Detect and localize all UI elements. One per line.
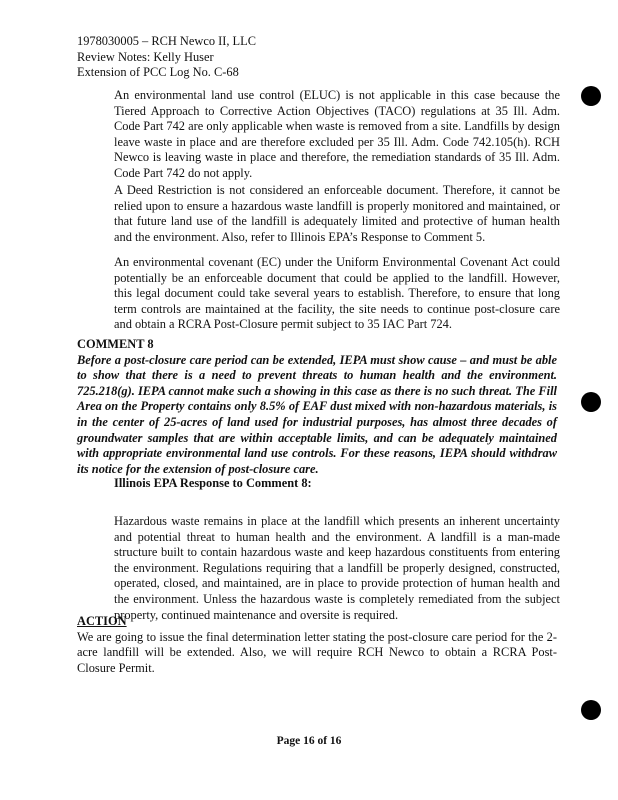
document-header bbox=[77, 34, 497, 81]
punch-hole-bottom bbox=[581, 700, 601, 720]
comment-text: Before a post-closure care period can be extended, IEPA must show cause – and must be able to show that there is a need to prevent threats to human health and the environment. 725.218(g). IEPA cannot make such a showing in this case as there is no such threat. The Fill Area on the Property contains only 8.5% of EAF dust mixed with non-hazardous materials, is in the center of 25-acres of land used for industrial purposes, has almost three decades of groundwater samples that are within acceptable limits, and can be adequately maintained with appropriate environmental land use controls. For these reasons, IEPA should withdraw its notice for the extension of post-closure care. bbox=[77, 352, 557, 476]
covenant-paragraph-block bbox=[114, 255, 560, 333]
header-log-line: Extension of PCC Log No. C-68 bbox=[77, 65, 239, 80]
action-section bbox=[77, 614, 557, 676]
deed-paragraph-block bbox=[114, 183, 560, 245]
header-reviewer-line: Review Notes: Kelly Huser bbox=[77, 49, 214, 64]
response-heading-block bbox=[114, 476, 560, 492]
response-text-block bbox=[114, 514, 560, 623]
action-heading: ACTION bbox=[77, 614, 127, 628]
comment-heading: COMMENT 8 bbox=[77, 337, 154, 351]
response-text: Hazardous waste remains in place at the landfill which presents an inherent uncertainty and potential threat to human health and the environment. A landfill is a man-made structure built to contain hazardous waste and keep hazardous constituents from entering the environment. Regulations requiring that a landfill be properly designed, constructed, operated, closed, and maintained, are in place to provide protection of human health and the environment. Unless the hazardous waste is completely remediated from the subject property, continued maintenance and oversite is required. bbox=[114, 514, 560, 622]
response-heading: Illinois EPA Response to Comment 8: bbox=[114, 476, 312, 490]
punch-hole-middle bbox=[581, 392, 601, 412]
page-number: Page 16 of 16 bbox=[276, 735, 342, 747]
action-text: We are going to issue the final determination letter stating the post-closure care period for the 2-acre landfill will be extended. Also, we will require RCH Newco to obtain a RCRA Post-Closure Permit. bbox=[77, 629, 557, 675]
eluc-paragraph: An environmental land use control (ELUC) is not applicable in this case because the Tiered Approach to Corrective Action Objectives (TACO) regulations at 35 Ill. Adm. Code Part 742 are only applicable when waste is removed from a site. Landfills by design leave waste in place and are therefore excluded per 35 Ill. Adm. Code 742.105(h). RCH Newco is leaving waste in place and therefore, the remediation standards of 35 Ill. Adm. Code Part 742 do not apply. bbox=[114, 88, 560, 180]
header-facility-line: 1978030005 – RCH Newco II, LLC bbox=[77, 34, 256, 48]
eluc-paragraph-block bbox=[114, 88, 560, 182]
punch-hole-top bbox=[581, 86, 601, 106]
deed-restriction-paragraph: A Deed Restriction is not considered an enforceable document. Therefore, it cannot be relied upon to ensure a hazardous waste landfill is properly monitored and maintained, or that future land use of the landfill is adequately limited and protective of human health and the environment. Also, refer to Illinois EPA’s Response to Comment 5. bbox=[114, 183, 560, 244]
environmental-covenant-paragraph: An environmental covenant (EC) under the Uniform Environmental Covenant Act could potentially be an enforceable document that could be applied to the landfill. However, this legal document could take several years to establish. Therefore, to ensure that long term controls are maintained at the facility, the site needs to continue post-closure care and obtain a RCRA Post-Closure permit subject to 35 IAC Part 724. bbox=[114, 255, 560, 332]
comment-8-section bbox=[77, 337, 557, 477]
